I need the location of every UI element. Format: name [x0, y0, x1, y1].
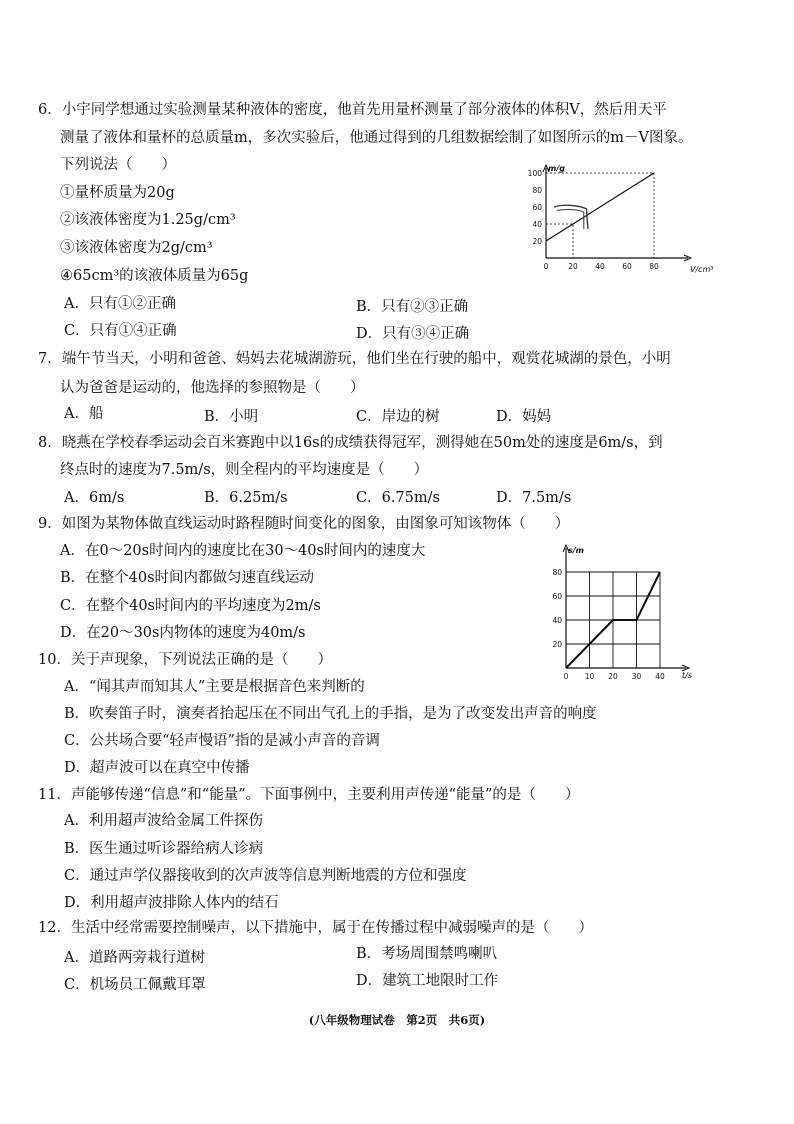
q6-statement-2: ②该液体密度为1.25g/cm³: [60, 212, 236, 228]
q6-guide-line: [546, 173, 654, 258]
q9-option-a: A．在0～20s时间内的速度比在30～40s时间内的速度大: [60, 543, 426, 559]
q9-distance-time-graph: [540, 540, 700, 680]
q12-option-a: A．道路两旁栽行道树: [64, 950, 205, 966]
q6-mass-volume-graph: [520, 162, 730, 282]
q6-stem-line3: 下列说法（ ）: [60, 157, 176, 173]
q9-option-b: B．在整个40s时间内都做匀速直线运动: [60, 570, 315, 586]
q6-option-a: A．只有①②正确: [64, 296, 176, 312]
q6-y-tick-label: 40: [532, 220, 542, 229]
q8-option-b: B．6.25m/s: [204, 490, 288, 506]
q12-option-b: B．考场周围禁鸣喇叭: [356, 946, 498, 962]
q9-x-tick-label: 40: [655, 672, 665, 680]
q8-option-d: D．7.5m/s: [496, 490, 572, 506]
q6-option-d: D．只有③④正确: [356, 326, 470, 342]
q6-y-tick-label: 80: [532, 186, 542, 195]
q12-stem: 12．生活中经常需要控制噪声，以下措施中，属于在传播过程中减弱噪声的是（ ）: [38, 920, 593, 936]
q6-y-tick-label: 100: [527, 169, 542, 178]
page-footer: (八年级物理试卷 第2页 共6页): [308, 1013, 486, 1027]
q6-stem-line1: 6．小宇同学想通过实验测量某种液体的密度，他首先用量杯测量了部分液体的体积V，然后用天平: [38, 102, 667, 118]
q7-option-d: D．妈妈: [496, 409, 552, 425]
q9-option-d: D．在20～30s内物体的速度为40m/s: [60, 625, 306, 641]
q6-x-tick-label: 80: [649, 262, 659, 271]
q8-option-c: C．6.75m/s: [356, 490, 440, 506]
q6-stem-line2: 测量了液体和量杯的总质量m，多次实验后，他通过得到的几组数据绘制了如图所示的m－V图象。: [60, 130, 693, 146]
q11-option-b: B．医生通过听诊器给病人诊病: [64, 841, 264, 857]
q7-option-c: C．岸边的树: [356, 409, 440, 425]
q12-option-c: C．机场员工佩戴耳罩: [64, 977, 206, 993]
q6-y-axis-label: m/g: [548, 164, 565, 173]
q9-y-tick-label: 20: [552, 640, 562, 649]
q7-stem-line2: 认为爸爸是运动的，他选择的参照物是（ ）: [60, 380, 365, 396]
q7-stem-line1: 7．端午节当天，小明和爸爸、妈妈去花城湖游玩，他们坐在行驶的船中，观赏花城湖的景色，小明: [38, 351, 671, 367]
q12-option-d: D．建筑工地限时工作: [356, 973, 499, 989]
q7-option-b: B．小明: [204, 409, 259, 425]
q6-data-line: [546, 173, 654, 241]
q10-option-c: C．公共场合要“轻声慢语”指的是减小声音的音调: [64, 733, 380, 749]
q11-option-c: C．通过声学仪器接收到的次声波等信息判断地震的方位和强度: [64, 868, 467, 884]
q6-guide-line: [546, 224, 573, 258]
q6-statement-4: ④65cm³的该液体质量为65g: [60, 268, 249, 284]
q9-y-axis-label: s/m: [568, 546, 585, 555]
q6-y-tick-label: 60: [532, 203, 542, 212]
q10-option-a: A．“闻其声而知其人”主要是根据音色来判断的: [64, 679, 365, 695]
q6-statement-1: ①量杯质量为20g: [60, 185, 175, 201]
q6-x-tick-label: 40: [595, 262, 605, 271]
q9-x-axis-label: t/s: [682, 671, 692, 680]
q8-stem-line2: 终点时的速度为7.5m/s，则全程内的平均速度是（ ）: [60, 462, 429, 478]
q6-x-tick-label: 20: [568, 262, 578, 271]
q10-option-d: D．超声波可以在真空中传播: [64, 760, 250, 776]
q10-option-b: B．吹奏笛子时，演奏者抬起压在不同出气孔上的手指，是为了改变发出声音的响度: [64, 706, 597, 722]
q6-x-axis-label: V/cm³: [690, 265, 714, 274]
q6-option-c: C．只有①④正确: [64, 323, 177, 339]
q9-option-c: C．在整个40s时间内的平均速度为2m/s: [60, 598, 321, 614]
q6-x-tick-label: 0: [543, 262, 549, 271]
q6-x-tick-label: 60: [622, 262, 632, 271]
q6-y-tick-label: 20: [532, 237, 542, 246]
q8-option-a: A．6m/s: [64, 490, 125, 506]
q9-y-tick-label: 80: [552, 568, 562, 577]
q9-stem: 9．如图为某物体做直线运动时路程随时间变化的图象，由图象可知该物体（ ）: [38, 516, 570, 532]
q11-option-a: A．利用超声波给金属工件探伤: [64, 813, 263, 829]
q9-x-tick-label: 30: [631, 672, 642, 680]
q6-option-b: B．只有②③正确: [356, 299, 469, 315]
q9-x-tick-label: 0: [563, 672, 569, 680]
q9-x-tick-label: 10: [584, 672, 595, 680]
q9-y-tick-label: 60: [552, 592, 562, 601]
q6-statement-3: ③该液体密度为2g/cm³: [60, 240, 213, 256]
q10-stem: 10．关于声现象，下列说法正确的是（ ）: [38, 652, 332, 668]
q9-y-tick-label: 40: [552, 616, 562, 625]
q11-option-d: D．利用超声波排除人体内的结石: [64, 895, 279, 911]
q8-stem-line1: 8．晓燕在学校春季运动会百米赛跑中以16s的成绩获得冠军，测得她在50m处的速度是6m/s，到: [38, 435, 663, 451]
q11-stem: 11．声能够传递“信息”和“能量”。下面事例中，主要利用声传递“能量”的是（ ）: [38, 787, 580, 803]
q9-x-tick-label: 20: [608, 672, 618, 680]
q7-option-a: A．船: [64, 406, 104, 422]
